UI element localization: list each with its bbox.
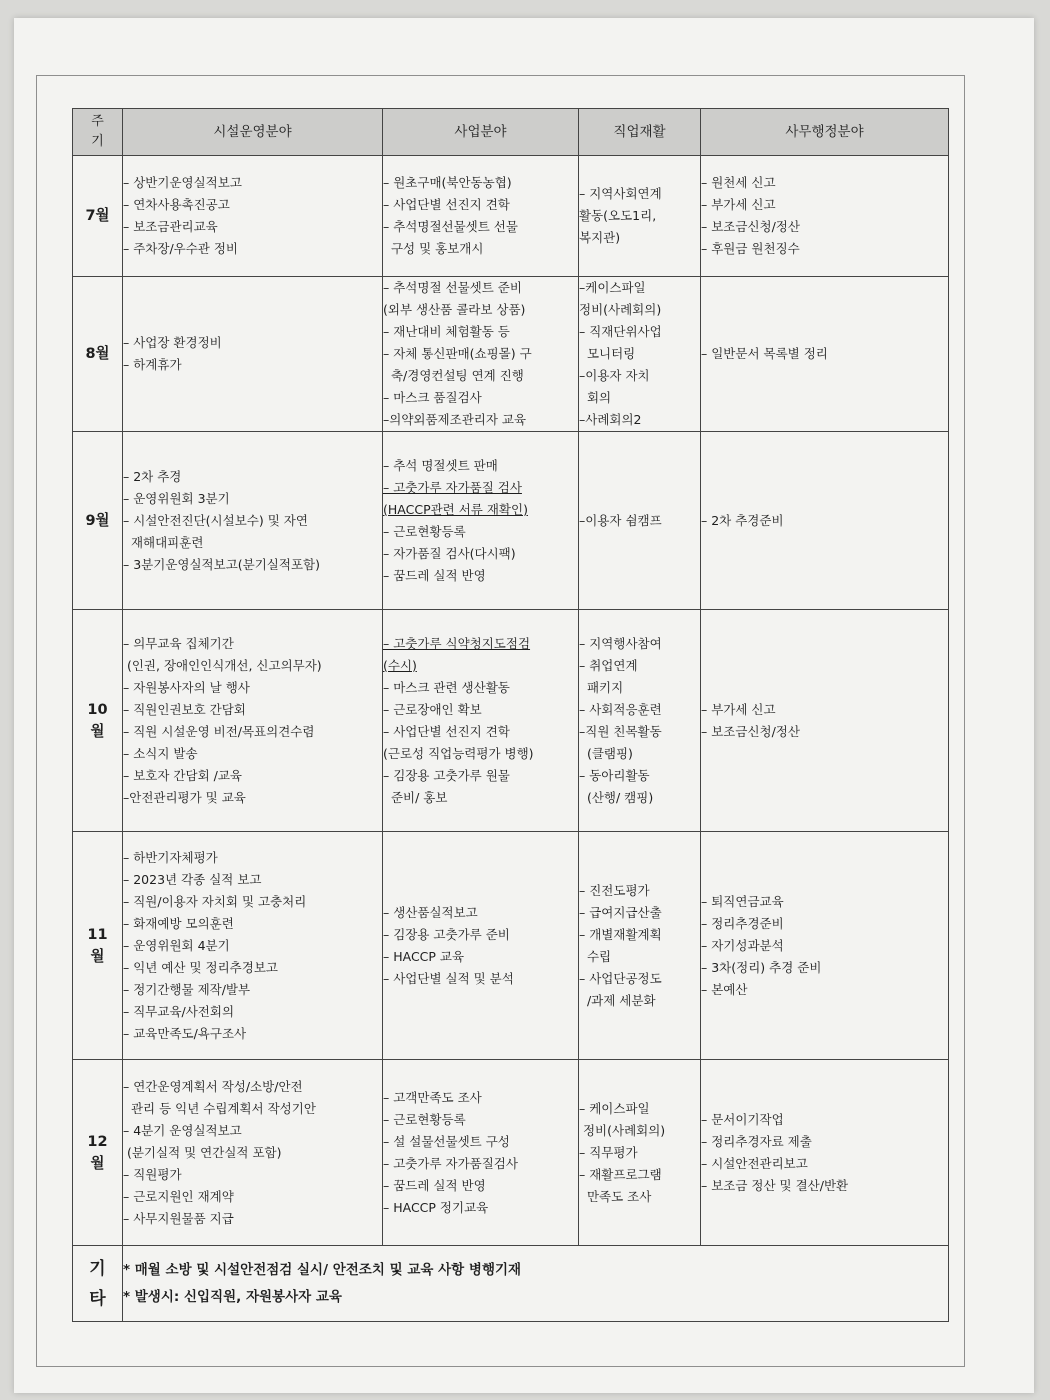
misc-label bbox=[73, 1246, 123, 1322]
month-label: 11 월 bbox=[73, 832, 123, 1060]
misc-label-line1: 기 bbox=[89, 1258, 106, 1279]
list-item: – 부가세 신고 bbox=[701, 701, 776, 717]
facility-cell bbox=[123, 610, 383, 832]
table-row bbox=[73, 1060, 949, 1246]
list-item: – 상반기운영실적보고 bbox=[123, 175, 242, 190]
business-cell bbox=[383, 1060, 579, 1246]
list-item: –의약외품제조관리자 교육 bbox=[383, 412, 527, 427]
business-header: 사업분야 bbox=[383, 109, 579, 156]
facility-cell bbox=[123, 432, 383, 610]
list-item: – 시설안전관리보고 bbox=[701, 1155, 808, 1171]
business-cell bbox=[383, 432, 579, 610]
list-item: – 정리추경준비 bbox=[701, 915, 784, 931]
facility-cell bbox=[123, 156, 383, 277]
list-item: – 취업연계 패키지 bbox=[579, 657, 638, 695]
list-item: – 지역사회연계 활동(오도1리, 복지관) bbox=[579, 186, 662, 245]
list-item: – 케이스파일 정비(사례회의) bbox=[579, 1100, 666, 1138]
list-item: – 사업단별 선진지 견학 (근로성 직업능력평가 병행) bbox=[383, 723, 534, 761]
rehab-cell bbox=[579, 156, 701, 277]
list-item: – 보호자 간담회 /교육 bbox=[123, 767, 242, 783]
list-item: – 마스크 관련 생산활동 bbox=[383, 679, 510, 695]
list-item: – 직원 시설운영 비전/목표의견수렴 bbox=[123, 723, 315, 739]
list-item: – 고춧가루 자가품질검사 bbox=[383, 1155, 518, 1171]
list-item: – 재난대비 체험활동 등 bbox=[383, 324, 510, 339]
rehab-cell bbox=[579, 1060, 701, 1246]
list-item: – 원천세 신고 bbox=[701, 175, 776, 190]
rehab-header: 직업재활 bbox=[579, 109, 701, 156]
list-item: – 3차(정리) 추경 준비 bbox=[701, 959, 822, 975]
list-item: – 주차장/우수관 정비 bbox=[123, 241, 239, 256]
list-item: – 화재예방 모의훈련 bbox=[123, 915, 234, 931]
admin-cell bbox=[701, 832, 949, 1060]
list-item: – 사무지원물품 지급 bbox=[123, 1210, 234, 1226]
misc-note: * 발생시: 신입직원, 자원봉사자 교육 bbox=[123, 1284, 948, 1311]
business-cell bbox=[383, 610, 579, 832]
list-item: – 김장용 고춧가루 준비 bbox=[383, 926, 510, 942]
list-item: – 직재단위사업 모니터링 bbox=[579, 324, 662, 361]
list-item: – 설 설물선물셋트 구성 bbox=[383, 1133, 510, 1149]
list-item: – 자체 통신판매(쇼핑몰) 구 축/경영컨설팅 연계 진행 bbox=[383, 346, 532, 383]
month-label: 8월 bbox=[73, 277, 123, 432]
list-item: – 보조금관리교육 bbox=[123, 219, 218, 234]
list-item: – 정기간행물 제작/발부 bbox=[123, 981, 251, 997]
list-item: – 지역행사참여 bbox=[579, 635, 662, 651]
list-item: – 본예산 bbox=[701, 981, 748, 997]
list-item: – 2차 추경준비 bbox=[701, 512, 784, 528]
admin-cell bbox=[701, 432, 949, 610]
list-item: – 동아리활동 (산행/ 캠핑) bbox=[579, 767, 654, 805]
list-item: – 재활프로그램 만족도 조사 bbox=[579, 1166, 662, 1204]
misc-label-line2: 타 bbox=[89, 1288, 106, 1309]
list-item: – 퇴직연금교육 bbox=[701, 893, 784, 909]
month-label: 10 월 bbox=[73, 610, 123, 832]
list-item: – 고춧가루 자가품질 검사 (HACCP관련 서류 재확인) bbox=[383, 479, 528, 517]
list-item: – 3분기운영실적보고(분기실적포함) bbox=[123, 556, 320, 572]
admin-cell bbox=[701, 610, 949, 832]
misc-notes bbox=[123, 1246, 949, 1322]
list-item: – 익년 예산 및 정리추경보고 bbox=[123, 959, 278, 975]
month-label: 12 월 bbox=[73, 1060, 123, 1246]
business-cell bbox=[383, 277, 579, 432]
admin-cell bbox=[701, 156, 949, 277]
list-item: – 사업단공정도 /과제 세분화 bbox=[579, 970, 662, 1008]
list-item: – 문서이기작업 bbox=[701, 1111, 784, 1127]
admin-cell bbox=[701, 277, 949, 432]
list-item: – 하계휴가 bbox=[123, 357, 182, 372]
admin-header: 사무행정분야 bbox=[701, 109, 949, 156]
list-item: – 근로장애인 확보 bbox=[383, 701, 482, 717]
misc-row bbox=[73, 1246, 949, 1322]
list-item: – 꿈드레 실적 반영 bbox=[383, 1177, 486, 1193]
list-item: – 보조금신청/정산 bbox=[701, 723, 800, 739]
list-item: – 직무평가 bbox=[579, 1144, 638, 1160]
list-item: – 후원금 원천징수 bbox=[701, 241, 800, 256]
list-item: – 운영위원회 3분기 bbox=[123, 490, 230, 506]
list-item: – 직원/이용자 자치회 및 고충처리 bbox=[123, 893, 307, 909]
list-item: – 자기성과분석 bbox=[701, 937, 784, 953]
rehab-cell bbox=[579, 832, 701, 1060]
list-item: –직원 친목활동 (클램핑) bbox=[579, 723, 662, 761]
table-header-row bbox=[73, 109, 949, 156]
list-item: – 4분기 운영실적보고 (분기실적 및 연간실적 포함) bbox=[123, 1122, 282, 1160]
list-item: – 추석 명절셋트 판매 bbox=[383, 457, 498, 473]
list-item: – 고춧가루 식약청지도점검 (수시) bbox=[383, 635, 531, 673]
misc-note: * 매월 소방 및 시설안전점검 실시/ 안전조치 및 교육 사항 병행기재 bbox=[123, 1257, 948, 1284]
list-item: – 생산품실적보고 bbox=[383, 904, 478, 920]
list-item: – 보조금신청/정산 bbox=[701, 219, 800, 234]
schedule-table bbox=[72, 108, 949, 1322]
list-item: – 근로지원인 재계약 bbox=[123, 1188, 234, 1204]
list-item: – 사업단별 실적 및 분석 bbox=[383, 970, 514, 986]
table-row bbox=[73, 610, 949, 832]
list-item: – 꿈드레 실적 반영 bbox=[383, 567, 486, 583]
list-item: – 추석명절선물셋트 선물 구성 및 홍보개시 bbox=[383, 219, 518, 256]
list-item: – 진전도평가 bbox=[579, 882, 650, 898]
list-item: – 일반문서 목록별 정리 bbox=[701, 346, 828, 361]
list-item: – 직원평가 bbox=[123, 1166, 182, 1182]
list-item: – 하반기자체평가 bbox=[123, 849, 218, 865]
list-item: – 김장용 고춧가루 원물 준비/ 홍보 bbox=[383, 767, 510, 805]
list-item: – 보조금 정산 및 결산/반환 bbox=[701, 1177, 849, 1193]
list-item: – 급여지급산출 bbox=[579, 904, 662, 920]
list-item: – 연차사용촉진공고 bbox=[123, 197, 230, 212]
list-item: – 근로현황등록 bbox=[383, 1111, 466, 1127]
table-row bbox=[73, 277, 949, 432]
list-item: – 정리추경자료 제출 bbox=[701, 1133, 812, 1149]
period-header bbox=[73, 109, 123, 156]
list-item: – 사업장 환경정비 bbox=[123, 335, 222, 350]
period-header-line1: 주 bbox=[91, 114, 104, 129]
list-item: – 시설안전진단(시설보수) 및 자연 재해대피훈련 bbox=[123, 512, 308, 550]
facility-cell bbox=[123, 277, 383, 432]
period-header-line2: 기 bbox=[91, 134, 104, 149]
list-item: –케이스파일 정비(사례회의) bbox=[579, 280, 662, 317]
list-item: – 직무교육/사전회의 bbox=[123, 1003, 235, 1019]
list-item: – 직원인권보호 간담회 bbox=[123, 701, 246, 717]
list-item: – 자원봉사자의 날 행사 bbox=[123, 679, 250, 695]
list-item: –사례회의2 bbox=[579, 412, 642, 427]
list-item: – 마스크 품질검사 bbox=[383, 390, 482, 405]
rehab-cell bbox=[579, 432, 701, 610]
rehab-cell bbox=[579, 610, 701, 832]
list-item: – 2차 추경 bbox=[123, 468, 182, 484]
list-item: –안전관리평가 및 교육 bbox=[123, 789, 246, 805]
table-row bbox=[73, 832, 949, 1060]
list-item: – 사업단별 선진지 견학 bbox=[383, 197, 510, 212]
list-item: – 원초구매(북안동농협) bbox=[383, 175, 512, 190]
list-item: – 교육만족도/욕구조사 bbox=[123, 1025, 247, 1041]
list-item: – 고객만족도 조사 bbox=[383, 1089, 482, 1105]
business-cell bbox=[383, 832, 579, 1060]
admin-cell bbox=[701, 1060, 949, 1246]
facility-cell bbox=[123, 1060, 383, 1246]
list-item: – HACCP 교육 bbox=[383, 948, 465, 964]
list-item: – 근로현황등록 bbox=[383, 523, 466, 539]
rehab-cell bbox=[579, 277, 701, 432]
table-row bbox=[73, 156, 949, 277]
table-row bbox=[73, 432, 949, 610]
list-item: –이용자 자치 회의 bbox=[579, 368, 650, 405]
list-item: – 2023년 각종 실적 보고 bbox=[123, 871, 262, 887]
list-item: – 의무교육 집체기간 (인권, 장애인인식개선, 신고의무자) bbox=[123, 635, 322, 673]
list-item: – 연간운영계획서 작성/소방/안전 관리 등 익년 수립계획서 작성기안 bbox=[123, 1078, 316, 1116]
month-label: 7월 bbox=[73, 156, 123, 277]
list-item: – 운영위원회 4분기 bbox=[123, 937, 230, 953]
list-item: –이용자 쉼캠프 bbox=[579, 512, 662, 528]
facility-header: 시설운영분야 bbox=[123, 109, 383, 156]
list-item: – 부가세 신고 bbox=[701, 197, 776, 212]
list-item: – HACCP 정기교육 bbox=[383, 1199, 489, 1215]
list-item: – 자가품질 검사(다시팩) bbox=[383, 545, 516, 561]
list-item: – 개별재활계획 수립 bbox=[579, 926, 662, 964]
list-item: – 소식지 발송 bbox=[123, 745, 198, 761]
list-item: – 사회적응훈련 bbox=[579, 701, 662, 717]
list-item: – 추석명절 선물셋트 준비 (외부 생산품 콜라보 상품) bbox=[383, 280, 526, 317]
facility-cell bbox=[123, 832, 383, 1060]
month-label: 9월 bbox=[73, 432, 123, 610]
business-cell bbox=[383, 156, 579, 277]
